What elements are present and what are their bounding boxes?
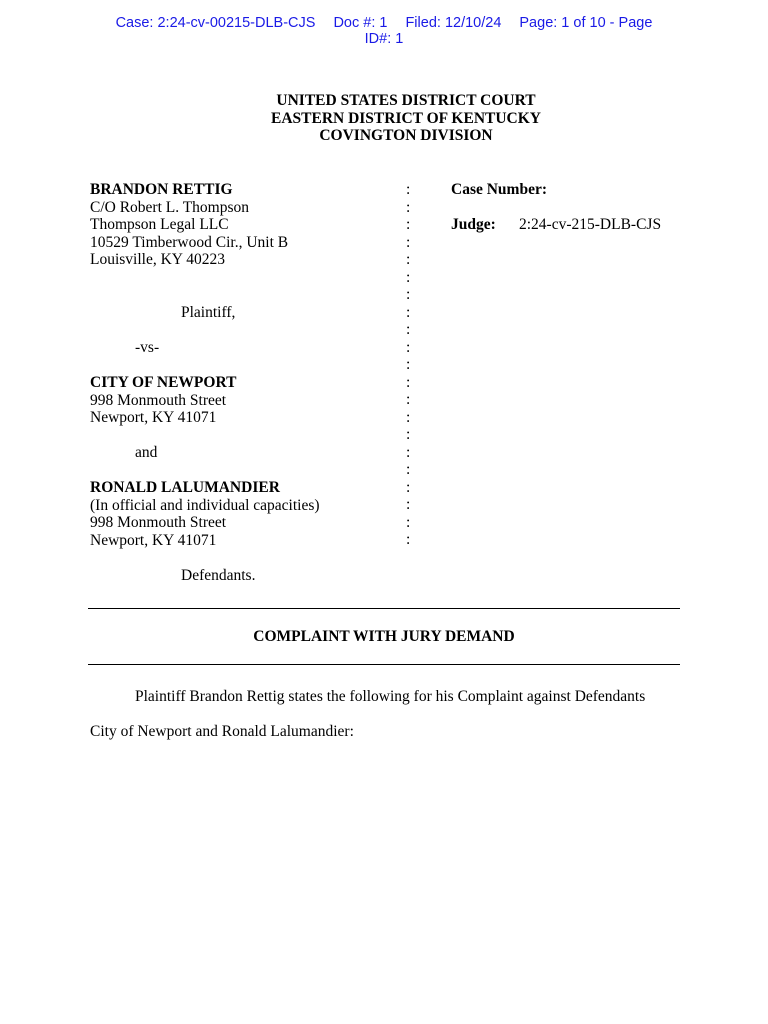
stamp-filed: Filed: 12/10/24 <box>405 15 502 31</box>
case-number-value: 2:24-cv-215-DLB-CJS <box>519 216 662 233</box>
stamp-doc: Doc #: 1 <box>333 15 388 31</box>
defendants-role: Defendants. <box>181 567 256 584</box>
caption-colon: : <box>406 426 411 443</box>
stamp-page: Page: 1 of 10 - Page <box>519 15 653 31</box>
title-rule-top <box>88 608 680 609</box>
caption-colon: : <box>406 531 411 548</box>
plaintiff-address-2: Thompson Legal LLC <box>90 216 229 233</box>
caption-colon: : <box>406 286 411 303</box>
caption-colon: : <box>406 321 411 338</box>
caption-colon: : <box>406 408 411 426</box>
filing-stamp <box>0 15 768 47</box>
plaintiff-address-4: Louisville, KY 40223 <box>90 251 226 268</box>
court-heading <box>0 92 768 145</box>
intro-line-2: City of Newport and Ronald Lalumandier: <box>90 723 354 740</box>
caption-colon: : <box>406 251 411 268</box>
caption-colon: : <box>406 461 411 478</box>
case-number-label: Case Number: <box>451 181 547 198</box>
title-rule-bottom <box>88 664 680 665</box>
caption-colon: : <box>406 373 411 391</box>
caption-colon: : <box>406 496 411 513</box>
judge-label: Judge: <box>451 216 496 233</box>
caption-colon: : <box>406 338 411 356</box>
caption-colon: : <box>406 391 411 408</box>
caption-colon: : <box>406 216 411 233</box>
defendant-1-address-2: Newport, KY 41071 <box>90 409 217 426</box>
caption-colon: : <box>406 513 411 531</box>
defendant-1-address-1: 998 Monmouth Street <box>90 391 227 409</box>
defendant-2-name: RONALD LALUMANDIER <box>90 479 280 496</box>
plaintiff-address-1: C/O Robert L. Thompson <box>90 198 250 216</box>
court-division: COVINGTON DIVISION <box>319 127 493 144</box>
caption-colon: : <box>406 181 411 198</box>
defendant-2-capacity: (In official and individual capacities) <box>90 496 320 514</box>
plaintiff-role: Plaintiff, <box>181 304 236 321</box>
caption-colon: : <box>406 233 411 251</box>
plaintiff-address-3: 10529 Timberwood Cir., Unit B <box>90 233 289 251</box>
complaint-title: COMPLAINT WITH JURY DEMAND <box>253 628 515 645</box>
and-text: and <box>135 444 158 461</box>
caption-colon: : <box>406 356 411 373</box>
filing-stamp-line-1 <box>0 15 768 31</box>
caption-colon: : <box>406 303 411 321</box>
versus-text: -vs- <box>135 339 160 356</box>
court-name: UNITED STATES DISTRICT COURT <box>276 92 536 109</box>
caption-colon: : <box>406 478 411 496</box>
caption-colon: : <box>406 443 411 461</box>
caption-colon: : <box>406 198 411 216</box>
plaintiff-name: BRANDON RETTIG <box>90 181 233 198</box>
caption-colon: : <box>406 268 411 286</box>
defendant-1-name: CITY OF NEWPORT <box>90 374 237 391</box>
court-district: EASTERN DISTRICT OF KENTUCKY <box>270 109 542 127</box>
defendant-2-address-1: 998 Monmouth Street <box>90 514 227 531</box>
defendant-2-address-2: Newport, KY 41071 <box>90 531 217 549</box>
intro-line-1: Plaintiff Brandon Rettig states the following for his Complaint against Defendants <box>135 688 646 705</box>
stamp-case: Case: 2:24-cv-00215-DLB-CJS <box>115 15 316 31</box>
stamp-page-id: ID#: 1 <box>364 31 404 47</box>
